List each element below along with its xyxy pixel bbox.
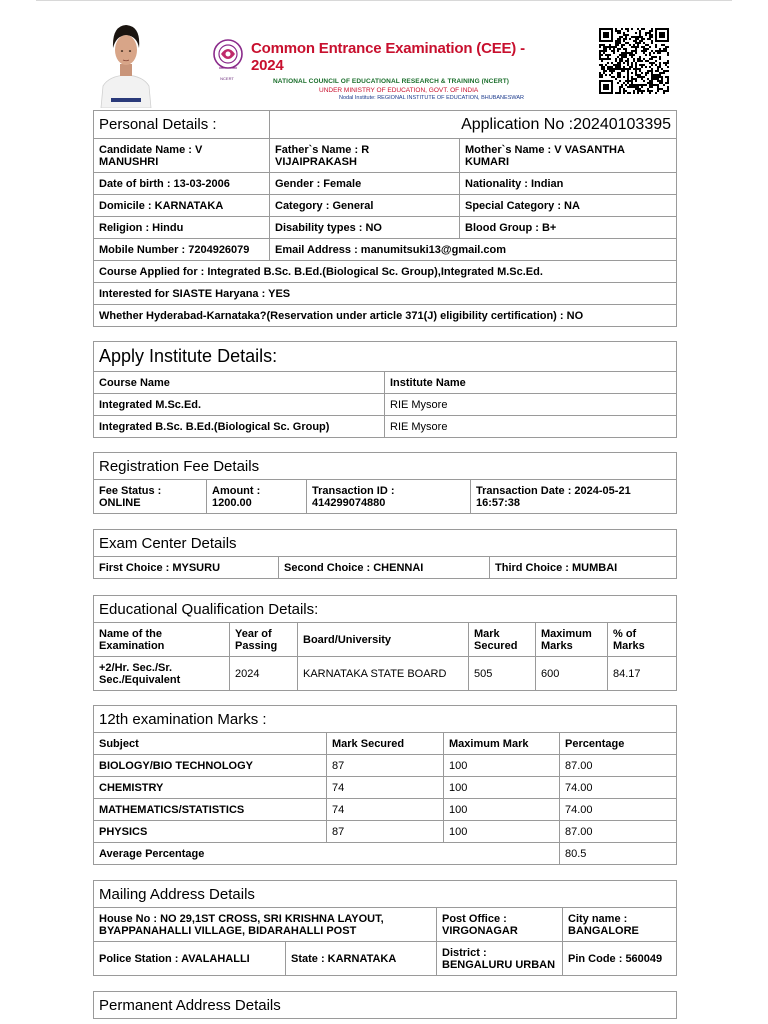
gender: Gender : Female: [270, 173, 460, 195]
column-header: Maximum Mark: [444, 733, 560, 755]
maximum-marks: 600: [536, 657, 608, 691]
district: District : BENGALURU URBAN: [437, 942, 563, 976]
percent-marks: 84.17: [608, 657, 677, 691]
institute-name-cell: RIE Mysore: [385, 394, 677, 416]
fee-status: Fee Status : ONLINE: [94, 480, 207, 514]
education-heading: Educational Qualification Details:: [94, 596, 677, 623]
percentage: 74.00: [560, 799, 677, 821]
examination-name: +2/Hr. Sec./Sr. Sec./Equivalent: [94, 657, 230, 691]
pin-code: Pin Code : 560049: [563, 942, 677, 976]
candidate-photo: [97, 20, 155, 108]
fee-details-table: [93, 452, 677, 514]
date-of-birth: Date of birth : 13-03-2006: [94, 173, 270, 195]
table-row: [94, 821, 677, 843]
document-header: [93, 18, 676, 110]
subject-name: BIOLOGY/BIO TECHNOLOGY: [94, 755, 327, 777]
column-header: Board/University: [298, 623, 469, 657]
education-table: [93, 595, 677, 691]
column-header: % of Marks: [608, 623, 677, 657]
state: State : KARNATAKA: [286, 942, 437, 976]
column-header: Course Name: [94, 372, 385, 394]
column-header: Mark Secured: [327, 733, 444, 755]
religion: Religion : Hindu: [94, 217, 270, 239]
subject-name: CHEMISTRY: [94, 777, 327, 799]
police-station: Police Station : AVALAHALLI: [94, 942, 286, 976]
subject-name: MATHEMATICS/STATISTICS: [94, 799, 327, 821]
exam-center-heading: Exam Center Details: [94, 530, 677, 557]
course-name-cell: Integrated M.Sc.Ed.: [94, 394, 385, 416]
siaste-interest: Interested for SIASTE Haryana : YES: [94, 283, 677, 305]
average-row: [94, 843, 677, 865]
table-row: [94, 394, 677, 416]
qr-code: [599, 28, 669, 94]
post-office: Post Office : VIRGONAGAR: [437, 908, 563, 942]
year-of-passing: 2024: [230, 657, 298, 691]
nodal-institute: Nodal Institute: REGIONAL INSTITUTE OF EDUCATION, BHUBANESWAR: [339, 95, 524, 101]
maximum-mark: 100: [444, 777, 560, 799]
mark-secured: 74: [327, 777, 444, 799]
transaction-id: Transaction ID : 414299074880: [307, 480, 471, 514]
domicile: Domicile : KARNATAKA: [94, 195, 270, 217]
institute-name-cell: RIE Mysore: [385, 416, 677, 438]
hyderabad-karnataka: Whether Hyderabad-Karnataka?(Reservation under article 371(J) eligibility certification) : NO: [94, 305, 677, 327]
blood-group: Blood Group : B+: [460, 217, 677, 239]
column-header: Percentage: [560, 733, 677, 755]
mailing-address-heading: Mailing Address Details: [94, 881, 677, 908]
application-number: Application No :20240103395: [270, 111, 677, 139]
institute-details-heading: Apply Institute Details:: [94, 342, 677, 372]
mark-secured: 87: [327, 755, 444, 777]
top-divider: [36, 0, 732, 1]
percentage: 87.00: [560, 755, 677, 777]
transaction-date: Transaction Date : 2024-05-21 16:57:38: [471, 480, 677, 514]
subject-name: PHYSICS: [94, 821, 327, 843]
percentage: 87.00: [560, 821, 677, 843]
percentage: 74.00: [560, 777, 677, 799]
first-choice: First Choice : MYSURU: [94, 557, 279, 579]
permanent-address-heading: Permanent Address Details: [94, 992, 677, 1019]
marks-12th-heading: 12th examination Marks :: [94, 706, 677, 733]
candidate-name: Candidate Name : V MANUSHRI: [94, 139, 270, 173]
column-header: Maximum Marks: [536, 623, 608, 657]
course-name-cell: Integrated B.Sc. B.Ed.(Biological Sc. Group): [94, 416, 385, 438]
ministry-name: UNDER MINISTRY OF EDUCATION, GOVT. OF INDIA: [319, 87, 479, 94]
special-category: Special Category : NA: [460, 195, 677, 217]
column-header: Mark Secured: [469, 623, 536, 657]
table-row: [94, 777, 677, 799]
table-row: [94, 799, 677, 821]
course-applied: Course Applied for : Integrated B.Sc. B.Ed.(Biological Sc. Group),Integrated M.Sc.Ed.: [94, 261, 677, 283]
mark-secured: 87: [327, 821, 444, 843]
average-percentage-value: 80.5: [560, 843, 677, 865]
maximum-mark: 100: [444, 821, 560, 843]
category: Category : General: [270, 195, 460, 217]
average-percentage-label: Average Percentage: [94, 843, 560, 865]
maximum-mark: 100: [444, 799, 560, 821]
email-address: Email Address : manumitsuki13@gmail.com: [270, 239, 677, 261]
logo-text: NCERT: [220, 76, 234, 81]
exam-title: Common Entrance Examination (CEE) - 2024: [251, 40, 525, 74]
personal-details-table: [93, 110, 677, 327]
column-header: Name of the Examination: [94, 623, 230, 657]
mark-secured: 74: [327, 799, 444, 821]
fee-amount: Amount : 1200.00: [207, 480, 307, 514]
column-header: Institute Name: [385, 372, 677, 394]
institute-details-table: [93, 341, 677, 438]
table-row: [94, 416, 677, 438]
mailing-address-table: [93, 880, 677, 976]
ncert-logo: [211, 38, 245, 78]
nationality: Nationality : Indian: [460, 173, 677, 195]
exam-center-table: [93, 529, 677, 579]
city-name: City name : BANGALORE: [563, 908, 677, 942]
table-row: [94, 657, 677, 691]
maximum-mark: 100: [444, 755, 560, 777]
marks-12th-table: [93, 705, 677, 865]
house-number: House No : NO 29,1ST CROSS, SRI KRISHNA LAYOUT, BYAPPANAHALLI VILLAGE, BIDARAHALLI POST: [94, 908, 437, 942]
disability-types: Disability types : NO: [270, 217, 460, 239]
council-name: NATIONAL COUNCIL OF EDUCATIONAL RESEARCH & TRAINING (NCERT): [273, 78, 510, 85]
personal-details-heading: Personal Details :: [94, 111, 270, 139]
second-choice: Second Choice : CHENNAI: [279, 557, 490, 579]
third-choice: Third Choice : MUMBAI: [490, 557, 677, 579]
fee-details-heading: Registration Fee Details: [94, 453, 677, 480]
mobile-number: Mobile Number : 7204926079: [94, 239, 270, 261]
table-row: [94, 755, 677, 777]
column-header: Year of Passing: [230, 623, 298, 657]
mother-name: Mother`s Name : V VASANTHA KUMARI: [460, 139, 677, 173]
title-block: [251, 40, 551, 101]
board-university: KARNATAKA STATE BOARD: [298, 657, 469, 691]
column-header: Subject: [94, 733, 327, 755]
mark-secured: 505: [469, 657, 536, 691]
father-name: Father`s Name : R VIJAIPRAKASH: [270, 139, 460, 173]
permanent-address-table: [93, 991, 677, 1019]
